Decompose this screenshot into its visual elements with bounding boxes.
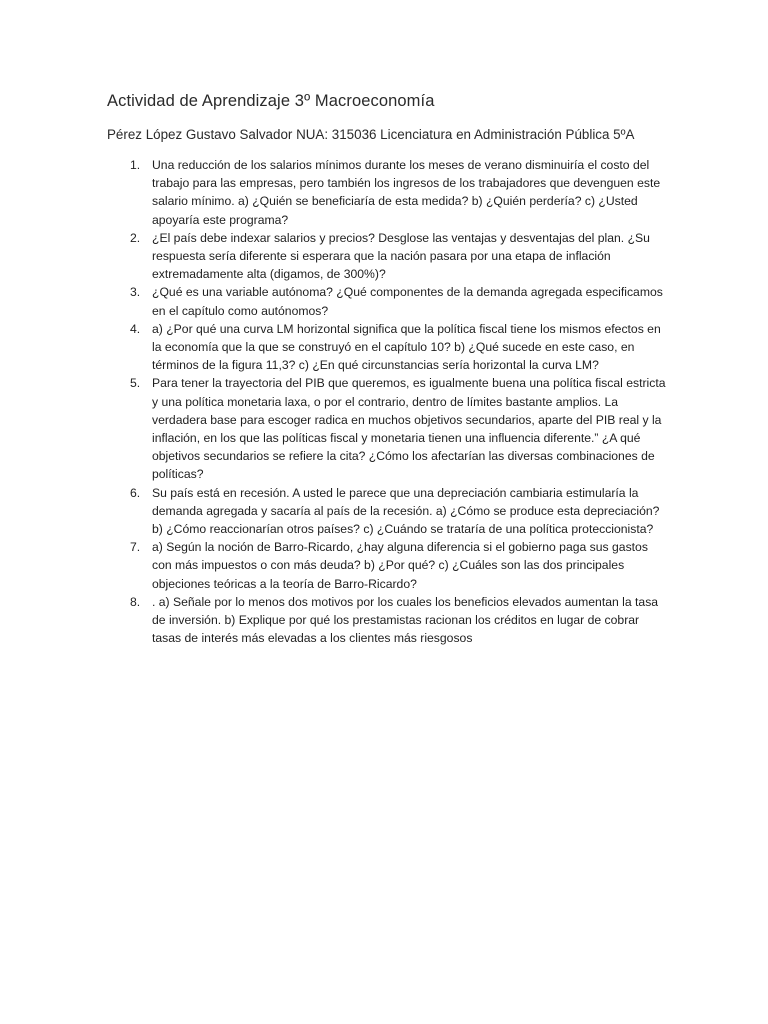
- question-item: [107, 320, 667, 375]
- question-item: [107, 593, 667, 648]
- question-text: Para tener la trayectoria del PIB que queremos, es igualmente buena una política fiscal estricta y una política monetaria laxa, o por el contrario, dentro de límites bastante amplios. La verdadera base para escoger radica en muchos objetivos secundarios, aparte del PIB real y la inflación, en los que las políticas fiscal y monetaria tienen una influencia diferente.” ¿A qué objetivos secundarios se refiere la cita? ¿Cómo los afectarían las diversas combinaciones de políticas?: [152, 376, 666, 482]
- question-item: [107, 484, 667, 539]
- author-line: Pérez López Gustavo Salvador NUA: 315036 Licenciatura en Administración Pública 5ºA: [107, 127, 635, 142]
- question-text: a) Según la noción de Barro-Ricardo, ¿hay alguna diferencia si el gobierno paga sus gastos con más impuestos o con más deuda? b) ¿Por qué? c) ¿Cuáles son las dos principales objeciones teóricas a la teoría de Barro-Ricardo?: [152, 540, 648, 591]
- question-number: 6.: [130, 485, 141, 500]
- question-item: [107, 229, 667, 284]
- question-number: 3.: [130, 285, 141, 300]
- question-text: Su país está en recesión. A usted le parece que una depreciación cambiaria estimularía la demanda agregada y sacaría al país de la recesión. a) ¿Cómo se produce esta depreciación? b) ¿Cómo reaccionarían otros países? c) ¿Cuándo se trataría de una política proteccionista?: [152, 485, 660, 537]
- question-text: a) ¿Por qué una curva LM horizontal significa que la política fiscal tiene los mismos efectos en la economía que la que se construyó en el capítulo 10? b) ¿Qué sucede en este caso, en términos de la figura 11,3? c) ¿En qué circunstancias sería horizontal la curva LM?: [152, 321, 661, 373]
- question-number: 8.: [130, 594, 141, 609]
- question-number: 5.: [130, 376, 141, 391]
- document-title: Actividad de Aprendizaje 3º Macroeconomía: [107, 92, 435, 110]
- question-number: 2.: [130, 230, 141, 245]
- question-number: 4.: [130, 321, 141, 336]
- question-item: [107, 283, 667, 319]
- question-number: 1.: [130, 158, 141, 172]
- question-number: 7.: [130, 540, 141, 555]
- question-text: ¿El país debe indexar salarios y precios? Desglose las ventajas y desventajas del plan. ¿Su respuesta sería diferente si esperara que la nación pasara por una etapa de inflación extremadamente alta (digamos, de 300%)?: [152, 230, 650, 282]
- question-text: ¿Qué es una variable autónoma? ¿Qué componentes de la demanda agregada especificamos en el capítulo como autónomos?: [152, 285, 663, 318]
- question-item: [107, 538, 667, 593]
- question-item: [107, 374, 667, 483]
- question-text: Una reducción de los salarios mínimos durante los meses de verano disminuiría el costo del trabajo para las empresas, pero también los ingresos de los trabajadores que devenguen este salario mínimo. a) ¿Quién se beneficiaría de esta medida? b) ¿Quién perdería? c) ¿Usted apoyaría este programa?: [152, 158, 661, 227]
- question-item: [107, 156, 667, 229]
- question-list: [107, 156, 667, 647]
- question-text: . a) Señale por lo menos dos motivos por los cuales los beneficios elevados aumentan la tasa de inversión. b) Explique por qué los prestamistas racionan los créditos en lugar de cobrar tasas de interés más elevadas a los clientes más riesgosos: [152, 594, 659, 646]
